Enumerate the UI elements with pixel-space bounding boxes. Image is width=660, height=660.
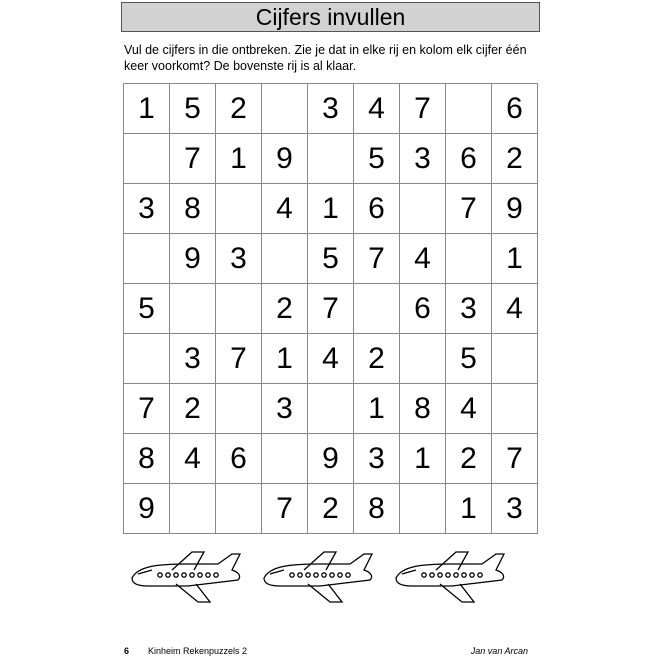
- grid-cell: 2: [492, 134, 538, 184]
- grid-cell: 2: [354, 334, 400, 384]
- grid-cell: 7: [446, 184, 492, 234]
- grid-cell-empty[interactable]: [124, 134, 170, 184]
- grid-cell: 1: [308, 184, 354, 234]
- grid-cell: 7: [170, 134, 216, 184]
- grid-cell: 6: [492, 84, 538, 134]
- grid-cell: 2: [170, 384, 216, 434]
- grid-cell: 4: [446, 384, 492, 434]
- grid-cell: 6: [216, 434, 262, 484]
- author-name: Jan van Arcan: [470, 646, 528, 656]
- airplane-decoration: [128, 546, 528, 606]
- grid-cell-empty[interactable]: [492, 334, 538, 384]
- grid-cell: 5: [446, 334, 492, 384]
- airplane-icon: [392, 546, 510, 604]
- grid-cell: 3: [492, 484, 538, 534]
- grid-cell: 1: [492, 234, 538, 284]
- grid-cell-empty[interactable]: [492, 384, 538, 434]
- airplane-icon: [128, 546, 246, 604]
- grid-row: [124, 384, 538, 434]
- grid-row: [124, 234, 538, 284]
- grid-cell: 4: [400, 234, 446, 284]
- book-title: Kinheim Rekenpuzzels 2: [148, 646, 248, 656]
- grid-cell: 3: [400, 134, 446, 184]
- grid-cell: 4: [492, 284, 538, 334]
- grid-cell: 9: [308, 434, 354, 484]
- grid-cell: 3: [354, 434, 400, 484]
- grid-cell: 7: [400, 84, 446, 134]
- grid-cell-empty[interactable]: [262, 84, 308, 134]
- grid-cell: 2: [308, 484, 354, 534]
- grid-cell: 4: [170, 434, 216, 484]
- grid-cell: 1: [354, 384, 400, 434]
- grid-cell-empty[interactable]: [262, 234, 308, 284]
- grid-cell: 3: [446, 284, 492, 334]
- grid-cell: 2: [446, 434, 492, 484]
- grid-cell: 1: [124, 84, 170, 134]
- grid-cell: 2: [216, 84, 262, 134]
- grid-cell: 9: [170, 234, 216, 284]
- grid-cell: 5: [170, 84, 216, 134]
- grid-row: [124, 334, 538, 384]
- grid-cell-empty[interactable]: [446, 84, 492, 134]
- grid-cell-empty[interactable]: [308, 384, 354, 434]
- grid-cell: 7: [492, 434, 538, 484]
- grid-cell: 8: [170, 184, 216, 234]
- grid-cell: 1: [400, 434, 446, 484]
- grid-cell: 3: [308, 84, 354, 134]
- grid-cell: 3: [124, 184, 170, 234]
- grid-cell: 6: [446, 134, 492, 184]
- grid-cell: 5: [124, 284, 170, 334]
- grid-cell: 4: [308, 334, 354, 384]
- grid-cell: 7: [262, 484, 308, 534]
- grid-cell: 5: [354, 134, 400, 184]
- grid-cell: 1: [216, 134, 262, 184]
- grid-row: [124, 84, 538, 134]
- grid-cell-empty[interactable]: [308, 134, 354, 184]
- grid-row: [124, 484, 538, 534]
- grid-cell: 6: [354, 184, 400, 234]
- number-grid: [123, 83, 538, 534]
- grid-row: [124, 134, 538, 184]
- grid-cell: 7: [354, 234, 400, 284]
- grid-cell: 3: [216, 234, 262, 284]
- grid-cell-empty[interactable]: [216, 384, 262, 434]
- grid-row: [124, 184, 538, 234]
- grid-cell: 8: [124, 434, 170, 484]
- page-title-text: Cijfers invullen: [255, 3, 406, 30]
- grid-cell-empty[interactable]: [124, 334, 170, 384]
- grid-cell: 4: [262, 184, 308, 234]
- grid-cell: 5: [308, 234, 354, 284]
- grid-cell-empty[interactable]: [446, 234, 492, 284]
- grid-cell: 2: [262, 284, 308, 334]
- grid-cell-empty[interactable]: [216, 184, 262, 234]
- grid-cell: 3: [262, 384, 308, 434]
- grid-cell-empty[interactable]: [170, 484, 216, 534]
- grid-cell: 6: [400, 284, 446, 334]
- instructions-text: Vul de cijfers in die ontbreken. Zie je dat in elke rij en kolom elk cijfer één keer voorkomt? De bovenste rij is al klaar.: [124, 43, 527, 73]
- grid-cell: 9: [262, 134, 308, 184]
- grid-cell-empty[interactable]: [354, 284, 400, 334]
- grid-cell: 9: [124, 484, 170, 534]
- grid-cell-empty[interactable]: [262, 434, 308, 484]
- grid-cell: 1: [262, 334, 308, 384]
- grid-cell-empty[interactable]: [400, 484, 446, 534]
- grid-cell-empty[interactable]: [124, 234, 170, 284]
- grid-cell: 7: [216, 334, 262, 384]
- grid-cell: 8: [400, 384, 446, 434]
- grid-cell: 8: [354, 484, 400, 534]
- page-number: 6: [124, 646, 130, 656]
- page-title: [121, 2, 540, 32]
- grid-cell-empty[interactable]: [400, 334, 446, 384]
- grid-cell-empty[interactable]: [216, 484, 262, 534]
- grid-cell: 4: [354, 84, 400, 134]
- grid-cell-empty[interactable]: [400, 184, 446, 234]
- grid-row: [124, 284, 538, 334]
- grid-cell: 3: [170, 334, 216, 384]
- grid-cell-empty[interactable]: [216, 284, 262, 334]
- grid-cell: 9: [492, 184, 538, 234]
- grid-cell: 7: [308, 284, 354, 334]
- grid-cell-empty[interactable]: [170, 284, 216, 334]
- grid-cell: 7: [124, 384, 170, 434]
- grid-row: [124, 434, 538, 484]
- grid-cell: 1: [446, 484, 492, 534]
- airplane-icon: [260, 546, 378, 604]
